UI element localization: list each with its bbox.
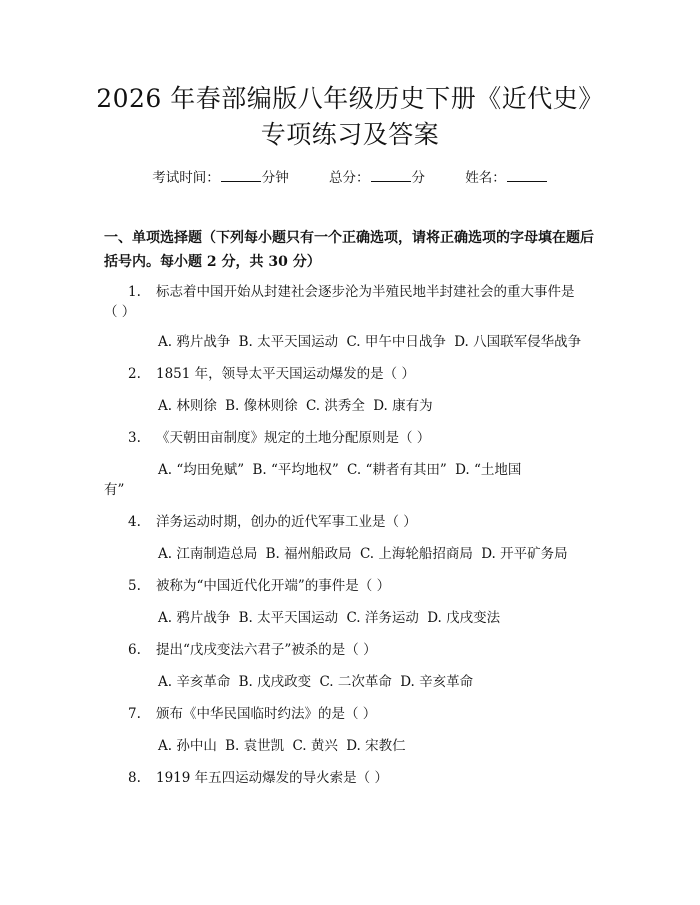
- question-text: 被称为“中国近代化开端”的事件是（ ）: [156, 578, 391, 594]
- page-title-line1: 2026 年春部编版八年级历史下册《近代史》: [96, 84, 604, 113]
- exam-meta: [0, 168, 700, 188]
- student-name-label: 姓名：: [465, 170, 506, 186]
- question-text: 标志着中国开始从封建社会逐步沦为半殖民地半封建社会的重大事件是: [156, 284, 575, 300]
- question-options: [158, 396, 437, 416]
- question-stem: [128, 576, 390, 596]
- option-d: D. 辛亥革命: [400, 674, 474, 690]
- question-number: 2.: [128, 366, 141, 382]
- question-stem: [128, 512, 417, 532]
- exam-time: [152, 170, 293, 186]
- question-options: [158, 460, 525, 480]
- total-score-label: 总分：: [329, 170, 370, 186]
- question-number: 7.: [128, 706, 141, 722]
- section-heading-line2: 括号内。每小题 2 分，共 30 分）: [104, 254, 321, 270]
- option-a: A. 辛亥革命: [158, 674, 231, 690]
- question-stem: [128, 768, 388, 788]
- question-text: 1919 年五四运动爆发的导火索是（ ）: [156, 770, 388, 786]
- question-options: [158, 608, 504, 628]
- question-text: 《天朝田亩制度》规定的土地分配原则是（ ）: [156, 430, 431, 446]
- question-number: 3.: [128, 430, 141, 446]
- option-b: B. 太平天国运动: [238, 334, 339, 350]
- option-b: B. 袁世凯: [225, 738, 285, 754]
- option-d: D. 八国联军侵华战争: [454, 334, 582, 350]
- question-options: [158, 672, 477, 692]
- exam-time-label: 考试时间：: [152, 170, 220, 186]
- page-title-line2: 专项练习及答案: [260, 120, 440, 149]
- question-options-continued: 有”: [104, 482, 125, 498]
- exam-time-unit: 分钟: [261, 170, 289, 186]
- question-stem-continued: （ ）: [104, 304, 136, 320]
- question-stem: [128, 364, 415, 384]
- question-number: 6.: [128, 642, 141, 658]
- option-c: C. 二次革命: [319, 674, 392, 690]
- question-options: [158, 332, 585, 352]
- question-stem: [128, 282, 575, 302]
- question-text: 洋务运动时期，创办的近代军事工业是（ ）: [156, 514, 417, 530]
- question-text: 提出“戊戌变法六君子”被杀的是（ ）: [156, 642, 377, 658]
- option-a: A. 孙中山: [158, 738, 217, 754]
- option-a: A. 江南制造总局: [158, 546, 258, 562]
- option-d: D. 宋教仁: [346, 738, 406, 754]
- option-d: D. “土地国: [455, 462, 522, 478]
- question-stem: [128, 704, 376, 724]
- option-c: C. 甲午中日战争: [346, 334, 446, 350]
- total-score: [329, 170, 429, 186]
- section-heading: [104, 226, 604, 274]
- option-c: C. 洋务运动: [346, 610, 419, 626]
- option-a: A. 鸦片战争: [158, 334, 231, 350]
- option-b: B. 太平天国运动: [238, 610, 339, 626]
- option-c: C. 洪秀全: [305, 398, 365, 414]
- option-d: D. 康有为: [373, 398, 433, 414]
- question-options: [158, 736, 410, 756]
- question-number: 1.: [128, 284, 141, 300]
- option-a: A. 鸦片战争: [158, 610, 231, 626]
- option-a: A. 林则徐: [158, 398, 217, 414]
- option-c: C. 黄兴: [292, 738, 338, 754]
- question-text: 1851 年，领导太平天国运动爆发的是（ ）: [156, 366, 415, 382]
- option-c: C. “耕者有其田”: [347, 462, 447, 478]
- total-score-blank: [371, 168, 411, 182]
- question-text: 颁布《中华民国临时约法》的是（ ）: [156, 706, 377, 722]
- question-number: 4.: [128, 514, 141, 530]
- question-stem: [128, 428, 430, 448]
- student-name: [465, 170, 548, 186]
- option-a: A. “均田免赋”: [158, 462, 245, 478]
- option-b: B. 像林则徐: [225, 398, 298, 414]
- option-b: B. 福州船政局: [265, 546, 352, 562]
- option-d: D. 开平矿务局: [481, 546, 568, 562]
- option-c: C. 上海轮船招商局: [359, 546, 473, 562]
- option-b: B. 戊戌政变: [238, 674, 312, 690]
- question-stem: [128, 640, 377, 660]
- exam-time-blank: [221, 168, 261, 182]
- section-heading-line1: 一、单项选择题（下列每小题只有一个正确选项，请将正确选项的字母填在题后: [104, 230, 594, 246]
- student-name-blank: [507, 168, 547, 182]
- option-d: D. 戊戌变法: [427, 610, 501, 626]
- option-b: B. “平均地权”: [252, 462, 339, 478]
- question-options: [158, 544, 572, 564]
- question-number: 8.: [128, 770, 141, 786]
- question-number: 5.: [128, 578, 141, 594]
- total-score-unit: 分: [411, 170, 425, 186]
